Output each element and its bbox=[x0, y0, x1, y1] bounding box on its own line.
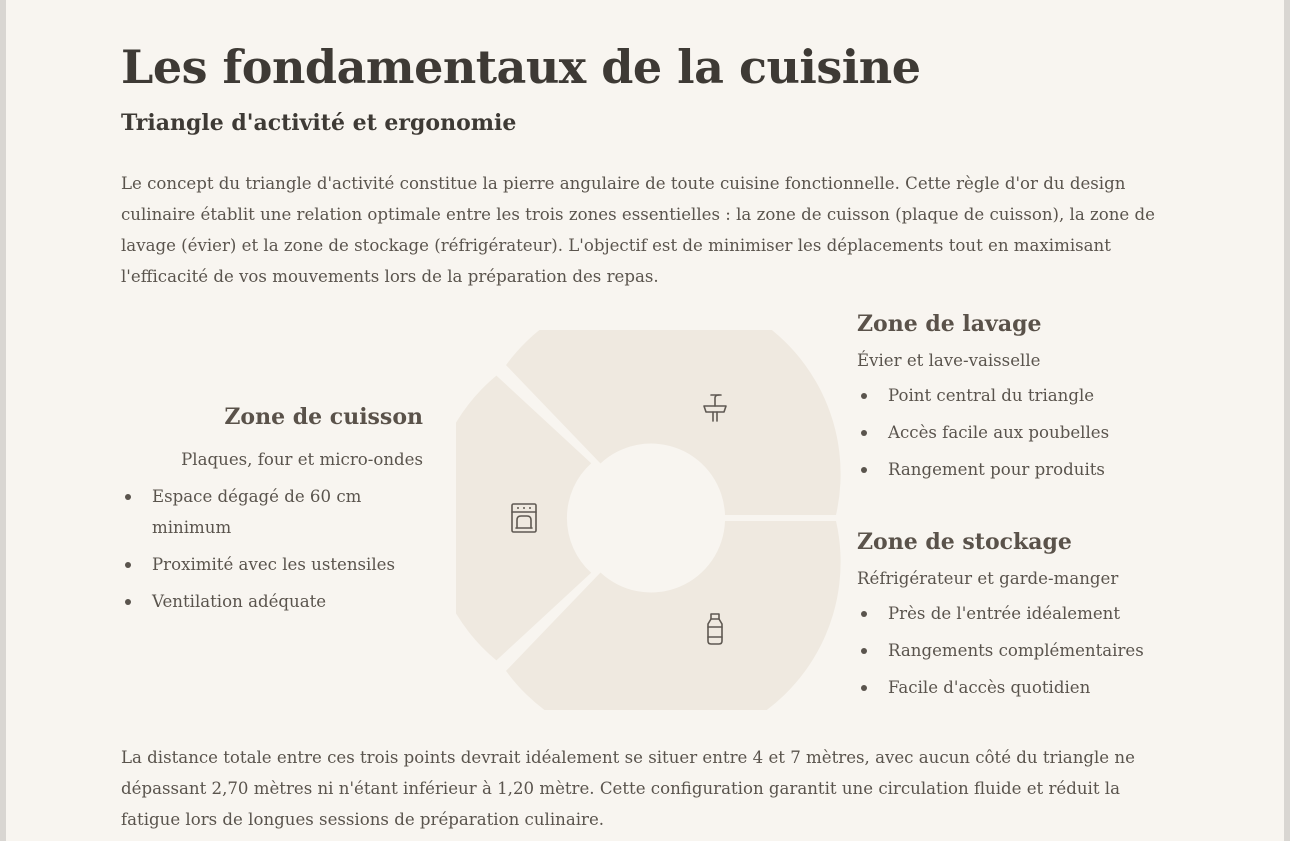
zone-cuisson-description: Plaques, four et micro-ondes bbox=[181, 450, 423, 469]
zone-cuisson bbox=[121, 404, 423, 623]
zone-lavage-description: Évier et lave-vaisselle bbox=[857, 351, 1041, 370]
document-page bbox=[6, 0, 1284, 841]
zone-cuisson-list bbox=[121, 481, 423, 617]
list-item: Facile d'accès quotidien bbox=[857, 672, 1177, 703]
zone-lavage-title: Zone de lavage bbox=[857, 311, 1042, 337]
list-item: Proximité avec les ustensiles bbox=[121, 549, 423, 580]
intro-paragraph: Le concept du triangle d'activité constitue la pierre angulaire de toute cuisine fonctionnelle. Cette règle d'or du design culinaire établit une relation optimale entre les trois zones essentielles : la zone de cuisson (plaque de cuisson), la zone de lavage (évier) et la zone de stockage (réfrigérateur). L'objectif est de minimiser les déplacements tout en maximisant l'efficacité de vos mouvements lors de la préparation des repas. bbox=[121, 174, 1155, 286]
zone-stockage-description: Réfrigérateur et garde-manger bbox=[857, 569, 1119, 588]
conclusion-paragraph: La distance totale entre ces trois points devrait idéalement se situer entre 4 et 7 mètres, avec aucun côté du triangle ne dépassant 2,70 mètres ni n'étant inférieur à 1,20 mètre. Cette configuration garantit une circulation fluide et réduit la fatigue lors de longues sessions de préparation culinaire. bbox=[121, 748, 1135, 829]
list-item: Ventilation adéquate bbox=[121, 586, 423, 617]
page-subtitle: Triangle d'activité et ergonomie bbox=[121, 110, 517, 136]
list-item: Point central du triangle bbox=[857, 380, 1177, 411]
activity-triangle-donut bbox=[456, 330, 846, 710]
zone-lavage-list bbox=[857, 380, 1177, 485]
zone-lavage bbox=[857, 311, 1177, 491]
list-item: Accès facile aux poubelles bbox=[857, 417, 1177, 448]
page-title: Les fondamentaux de la cuisine bbox=[121, 40, 921, 94]
list-item: Rangement pour produits bbox=[857, 454, 1177, 485]
list-item: Espace dégagé de 60 cm minimum bbox=[121, 481, 423, 543]
zone-stockage-title: Zone de stockage bbox=[857, 529, 1072, 555]
list-item: Près de l'entrée idéalement bbox=[857, 598, 1177, 629]
list-item: Rangements complémentaires bbox=[857, 635, 1177, 666]
zone-cuisson-title: Zone de cuisson bbox=[224, 404, 423, 430]
zone-stockage bbox=[857, 529, 1177, 709]
zone-stockage-list bbox=[857, 598, 1177, 703]
